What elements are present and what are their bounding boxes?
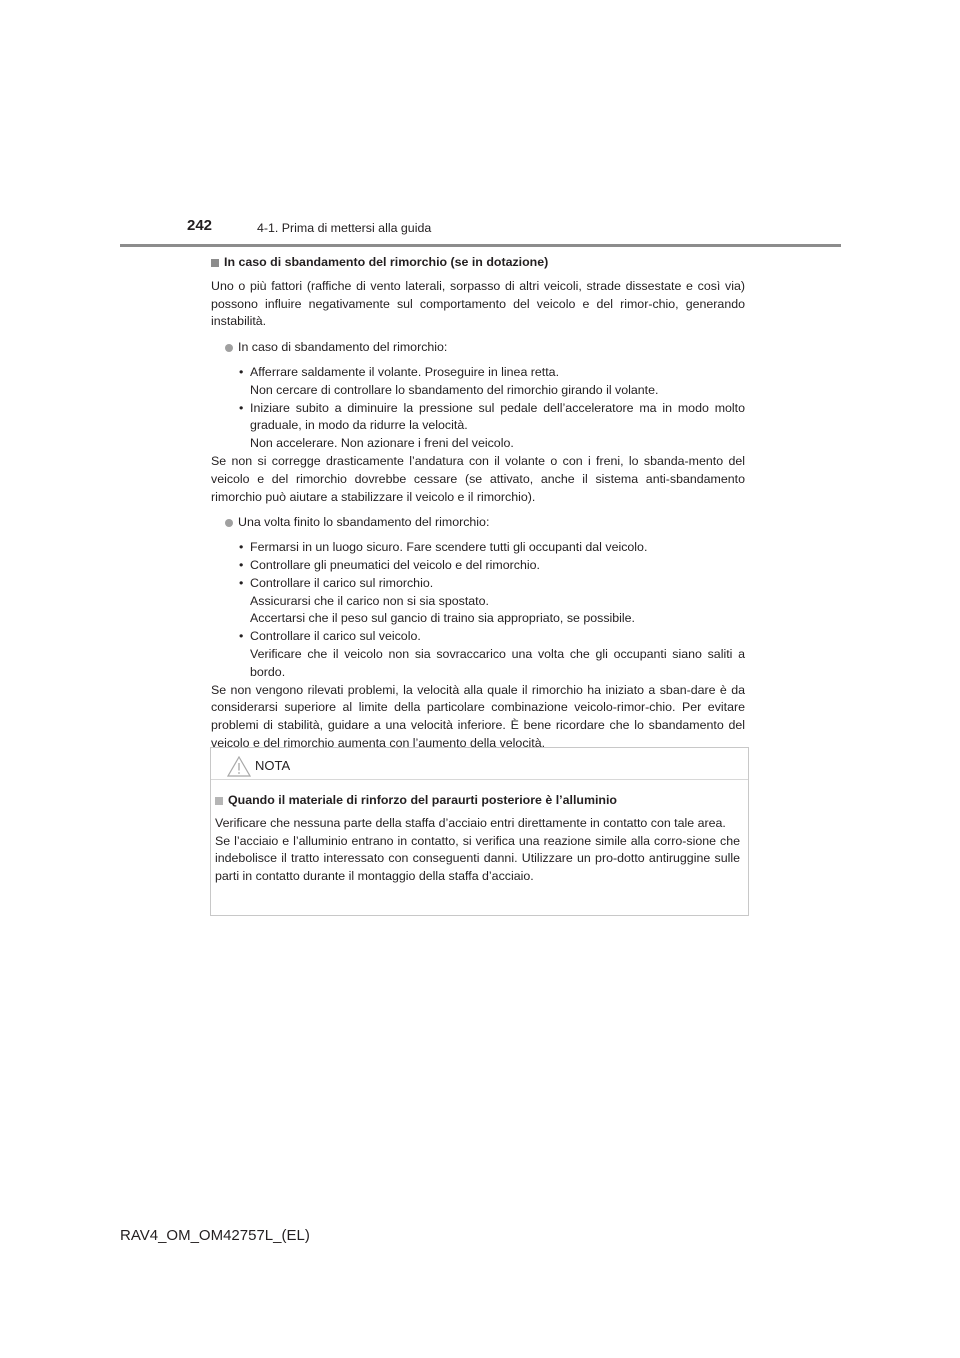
circle-bullet-icon xyxy=(225,519,233,527)
note-title: NOTA xyxy=(255,758,291,773)
list-item-line: Fermarsi in un luogo sicuro. Fare scendere tutti gli occupanti dal veicolo. xyxy=(250,540,648,555)
list-item-line: Non cercare di controllare lo sbandamento del rimorchio girando il volante. xyxy=(250,382,659,397)
bullet-dot-icon: • xyxy=(239,557,244,572)
warning-triangle-icon xyxy=(227,756,251,782)
bullet-dot-icon: • xyxy=(239,540,244,555)
header-rule xyxy=(120,244,841,247)
main-content xyxy=(211,252,745,753)
bullet-dot-icon: • xyxy=(239,364,244,379)
section-heading-text: In caso di sbandamento del rimorchio (se in dotazione) xyxy=(224,255,549,269)
subsection-1-after: Se non si corregge drasticamente l’andatura con il volante o con i freni, lo sbanda-mento del veicolo e del rimorchio dovrebbe cessare (se attivato, anche il sistema anti-sbandamento rimorchio può aiutare a stabilizzare il veicolo e il rimorchio). xyxy=(211,453,745,504)
subsection-2-list xyxy=(239,539,745,681)
list-item xyxy=(239,575,745,628)
page-number: 242 xyxy=(187,217,213,234)
section-heading xyxy=(211,254,745,272)
list-item xyxy=(239,364,745,400)
list-item-line: Controllare il carico sul rimorchio. xyxy=(250,575,434,590)
list-item xyxy=(239,628,745,681)
square-bullet-icon xyxy=(211,259,219,267)
list-item-line: Assicurarsi che il carico non si sia spostato. xyxy=(250,593,489,608)
list-item xyxy=(239,557,745,575)
subsection-1-title xyxy=(225,339,745,357)
note-paragraph-2: Se l’acciaio e l’alluminio entrano in contatto, si verifica una reazione simile alla corro-sione che indebolisce il tratto interessato con conseguenti danni. Utilizzare un pro-dotto antiruggine sulle parti in contatto durante il montaggio della staffa d’acciaio. xyxy=(215,833,740,884)
note-heading-text: Quando il materiale di rinforzo del paraurti posteriore è l’alluminio xyxy=(228,793,617,807)
note-title-row xyxy=(211,748,748,780)
note-heading xyxy=(215,792,740,810)
note-content xyxy=(215,792,740,886)
note-paragraph-1: Verificare che nessuna parte della staffa d’acciaio entri direttamente in contatto con tale area. xyxy=(215,815,726,830)
document-code: RAV4_OM_OM42757L_(EL) xyxy=(120,1227,310,1244)
subsection-2-after: Se non vengono rilevati problemi, la velocità alla quale il rimorchio ha iniziato a sban-dare è da considerarsi superiore al limite della particolare combinazione veicolo-rimor-chio. Per evitare problemi di stabilità, guidare a una velocità inferiore. È bene ricordare che lo sbandamento del veicolo e del rimorchio aumenta con l’aumento della velocità. xyxy=(211,682,745,750)
list-item xyxy=(239,400,745,453)
bullet-dot-icon: • xyxy=(239,629,244,644)
subsection-2-title-text: Una volta finito lo sbandamento del rimorchio: xyxy=(238,515,490,530)
list-item-line: Verificare che il veicolo non sia sovraccarico una volta che gli occupanti siano saliti a bordo. xyxy=(250,646,745,679)
list-item-line: Non accelerare. Non azionare i freni del veicolo. xyxy=(250,436,514,451)
section-header: 4-1. Prima di mettersi alla guida xyxy=(257,221,432,235)
subsection-1-title-text: In caso di sbandamento del rimorchio: xyxy=(238,340,448,355)
circle-bullet-icon xyxy=(225,344,233,352)
note-box xyxy=(210,747,749,916)
list-item-line: Controllare gli pneumatici del veicolo e del rimorchio. xyxy=(250,557,540,572)
list-item-line: Iniziare subito a diminuire la pressione sul pedale dell’acceleratore ma in modo molto graduale, in modo da ridurre la velocità. xyxy=(250,400,745,433)
subsection-1-list xyxy=(239,364,745,453)
square-bullet-icon xyxy=(215,797,223,805)
intro-paragraph: Uno o più fattori (raffiche di vento laterali, sorpasso di altri veicoli, strade dissestate e così via) possono influire negativamente sul comportamento del veicolo e del rimor-chio, generando instabilità. xyxy=(211,278,745,329)
list-item-line: Accertarsi che il peso sul gancio di traino sia appropriato, se possibile. xyxy=(250,611,635,626)
bullet-dot-icon: • xyxy=(239,575,244,590)
subsection-2-title xyxy=(225,514,745,532)
list-item xyxy=(239,539,745,557)
list-item-line: Controllare il carico sul veicolo. xyxy=(250,629,421,644)
list-item-line: Afferrare saldamente il volante. Proseguire in linea retta. xyxy=(250,364,560,379)
bullet-dot-icon: • xyxy=(239,400,244,415)
